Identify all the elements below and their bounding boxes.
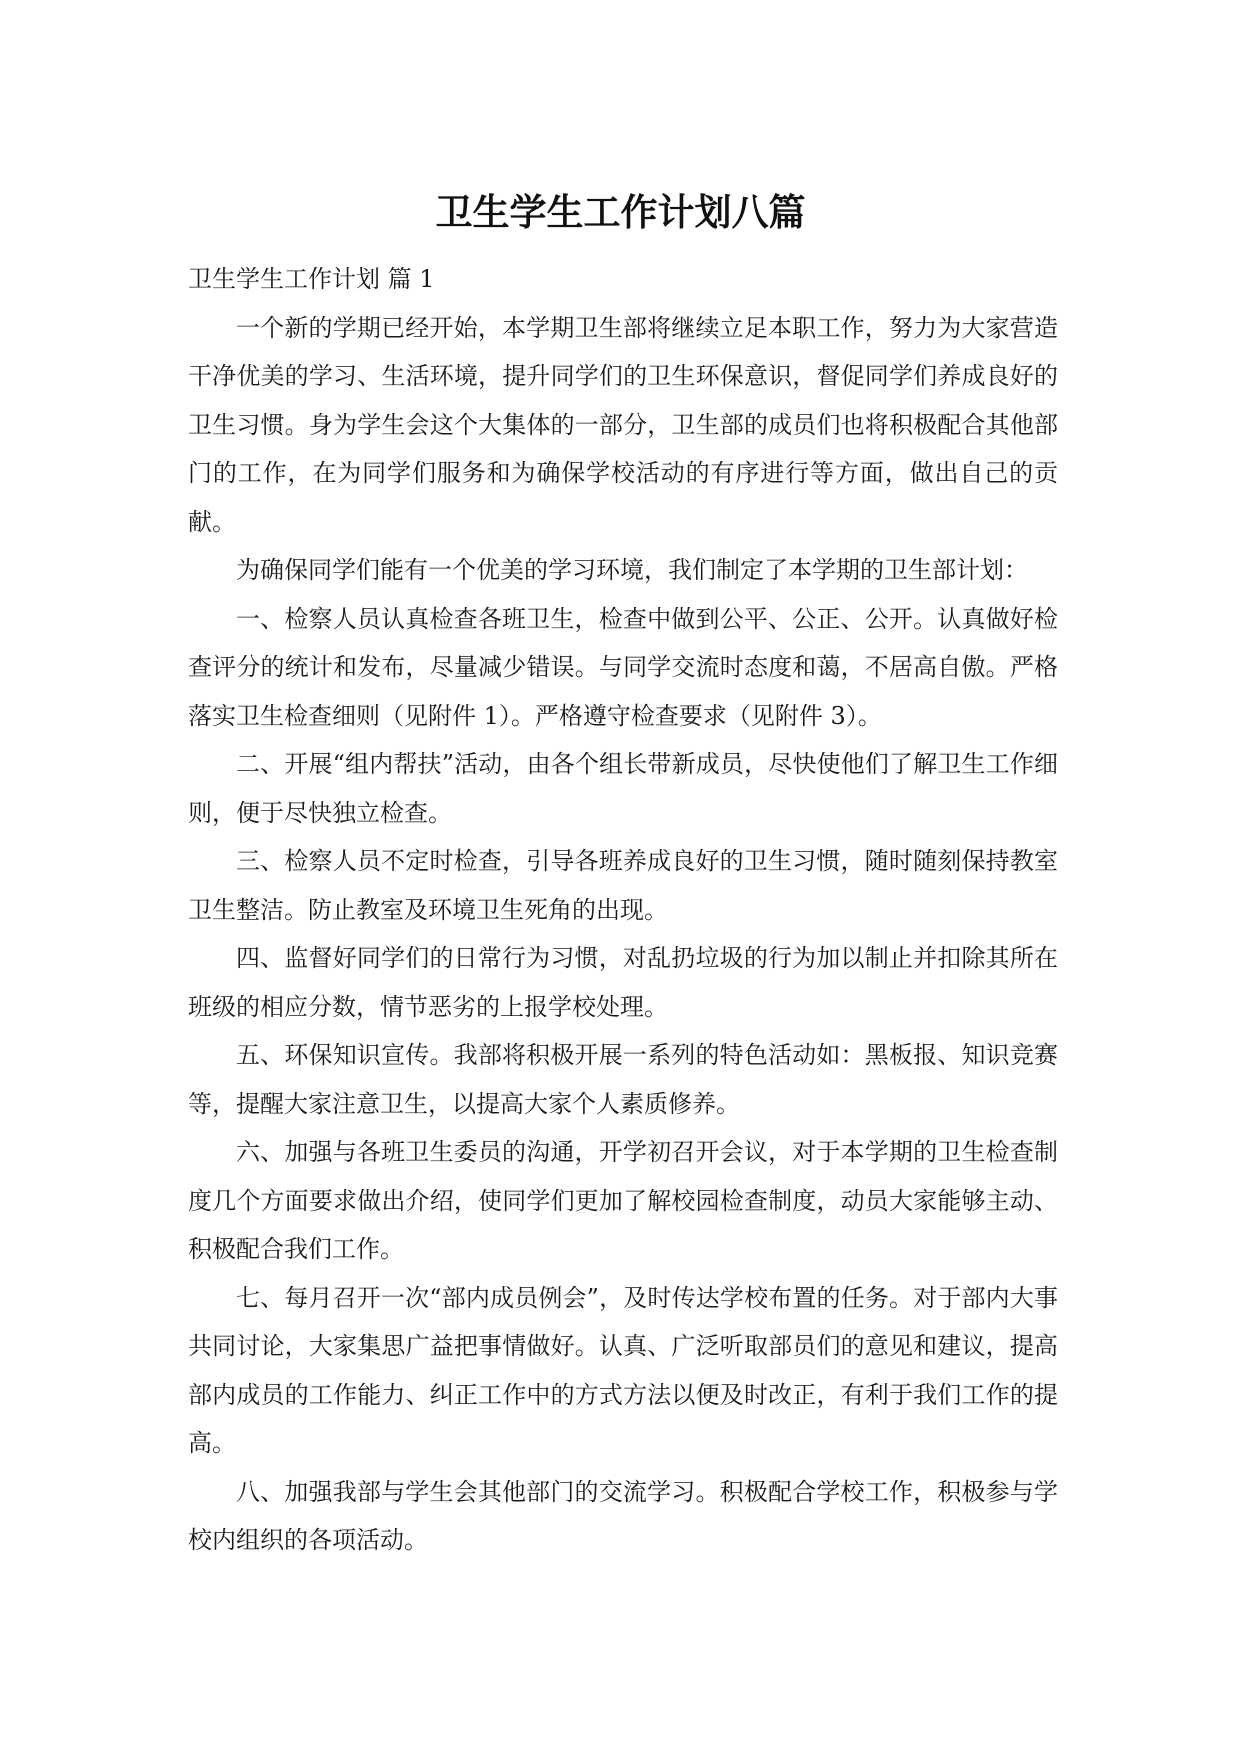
paragraph-plan-lead: 为确保同学们能有一个优美的学习环境，我们制定了本学期的卫生部计划：: [236, 556, 1028, 584]
paragraph-item-8: 八、加强我部与学生会其他部门的交流学习。积极配合学校工作，积极参与学校内组织的各项活动。: [188, 1477, 1058, 1554]
paragraph-item-4: 四、监督好同学们的日常行为习惯，对乱扔垃圾的行为加以制止并扣除其所在班级的相应分数，情节恶劣的上报学校处理。: [188, 944, 1058, 1021]
document-body: [188, 255, 1058, 1565]
paragraph-item-6: 六、加强与各班卫生委员的沟通，开学初召开会议，对于本学期的卫生检查制度几个方面要求做出介绍，使同学们更加了解校园检查制度，动员大家能够主动、积极配合我们工作。: [188, 1138, 1058, 1263]
paragraph-item-5: 五、环保知识宣传。我部将积极开展一系列的特色活动如：黑板报、知识竞赛等，提醒大家注意卫生，以提高大家个人素质修养。: [188, 1041, 1058, 1118]
paragraph-intro: 一个新的学期已经开始，本学期卫生部将继续立足本职工作，努力为大家营造干净优美的学习、生活环境，提升同学们的卫生环保意识，督促同学们养成良好的卫生习惯。身为学生会这个大集体的一部分，卫生部的成员们也将积极配合其他部门的工作，在为同学们服务和为确保学校活动的有序进行等方面，做出自己的贡献。: [188, 313, 1058, 536]
paragraph-item-2: 二、开展“组内帮扶”活动，由各个组长带新成员，尽快使他们了解卫生工作细则，便于尽快独立检查。: [188, 750, 1058, 827]
paragraph-item-7: 七、每月召开一次“部内成员例会”，及时传达学校布置的任务。对于部内大事共同讨论，大家集思广益把事情做好。认真、广泛听取部员们的意见和建议，提高部内成员的工作能力、纠正工作中的方式方法以便及时改正，有利于我们工作的提高。: [188, 1283, 1058, 1457]
section-subtitle: 卫生学生工作计划 篇 1: [188, 265, 435, 293]
paragraph-item-1: 一、检察人员认真检查各班卫生，检查中做到公平、公正、公开。认真做好检查评分的统计和发布，尽量减少错误。与同学交流时态度和蔼，不居高自傲。严格落实卫生检查细则（见附件 1）。严格遵守检查要求（见附件 3）。: [188, 604, 1058, 730]
document-title: 卫生学生工作计划八篇: [435, 191, 806, 234]
paragraph-item-3: 三、检察人员不定时检查，引导各班养成良好的卫生习惯，随时随刻保持教室卫生整洁。防止教室及环境卫生死角的出现。: [188, 847, 1058, 924]
